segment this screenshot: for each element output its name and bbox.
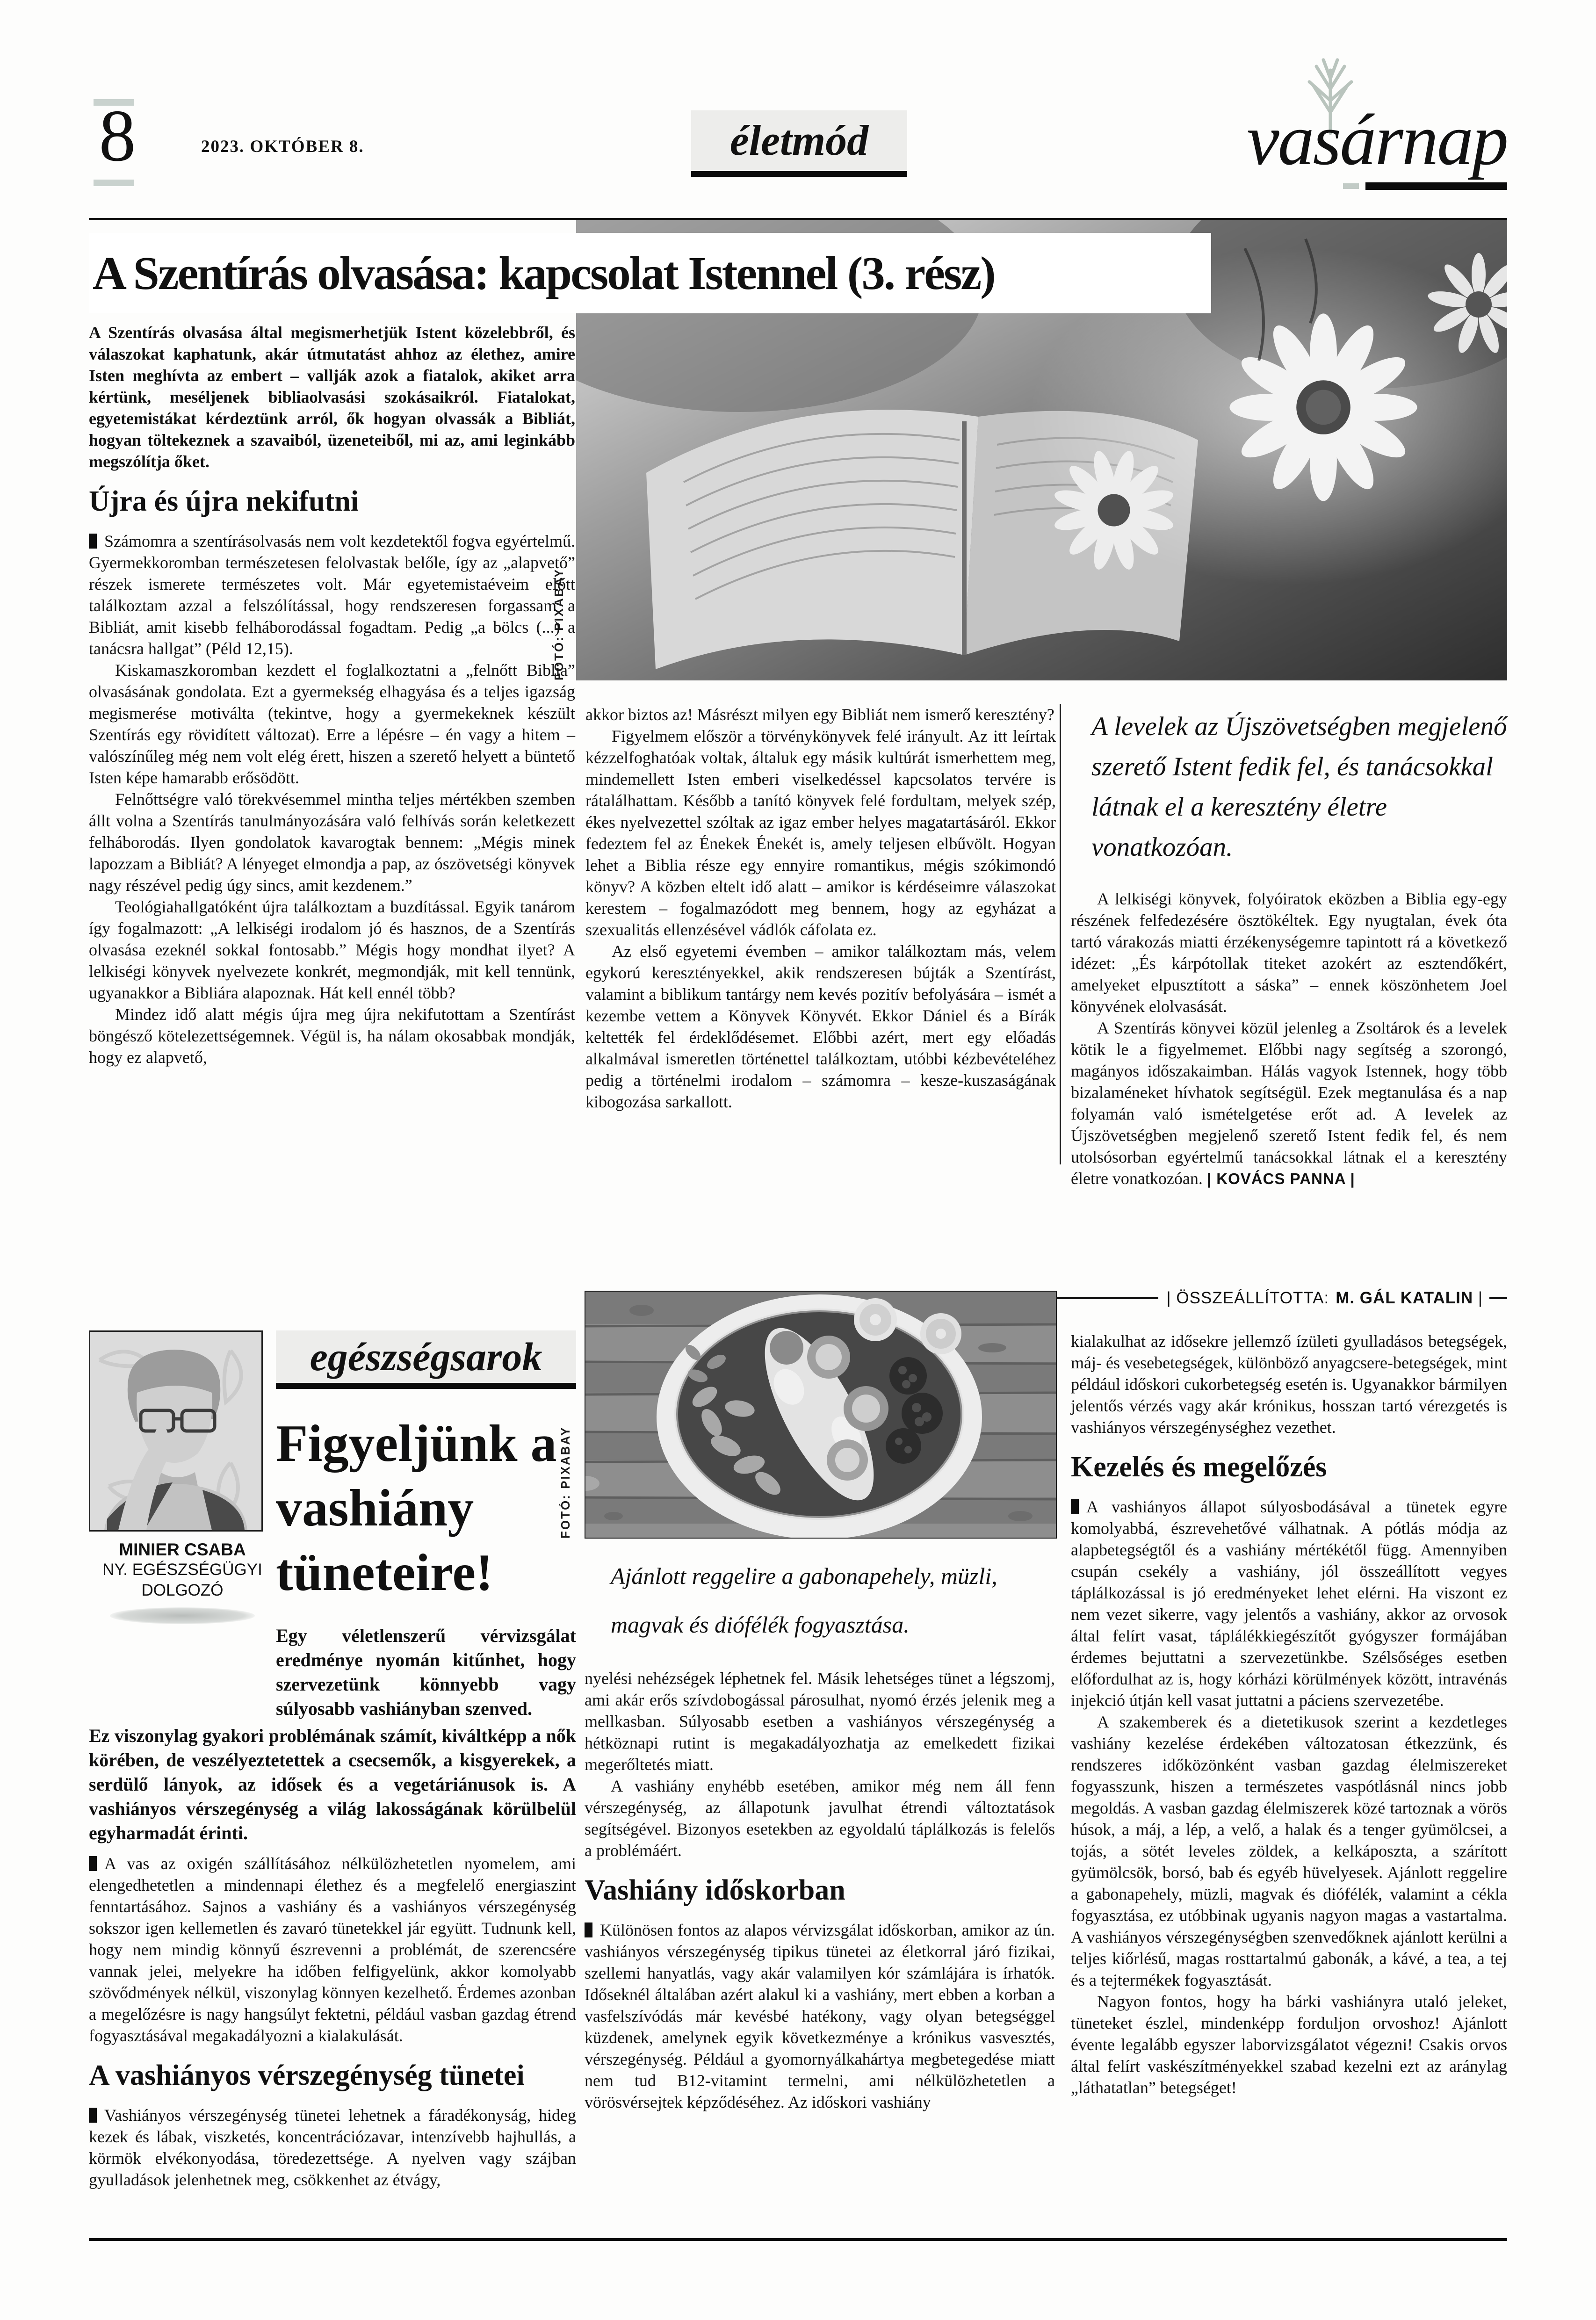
page-bottom-rule — [89, 2238, 1507, 2241]
paragraph: kialakulhat az idősekre jellemző ízületi gyulladásos betegségek, máj- és vesebetegségek, különböző anyagcsere-betegségek, mint például időskori cukorbetegség esetén is. Ugyanakkor bármilyen jelentős vérzés vagy akár krónikus, hosszan tartó vérezgetés is vashiányos vérszegénységhez vezethet. — [1071, 1332, 1507, 1437]
author-byline: | KOVÁCS PANNA | — [1207, 1170, 1355, 1187]
publication-date: 2023. OKTÓBER 8. — [201, 137, 364, 156]
paragraph: Figyelmem először a törvénykönyvek felé irányult. Az itt leírtak kézzelfoghatóak voltak, általuk egy másik kultúrát ismerhettem meg, mindemellett Isten emberi viselkedéssel kapcsolatos tervére is rátalálhattam. Később a tanító könyvek felé fordultam, melyek szép, ékes nyelvezettel szóltak az igaz ember helyes magatartásáról. Ekkor fedeztem fel az Énekek Énekét is, amely teljesen elbűvölt. Hogyan lehet a Biblia része egy ennyire romantikus, mégis szókimondó könyv? A közben eltelt idő alatt – amikor is kérdéseimre válaszokat kerestem – fogalmazódott meg bennem, hogy az egyházat a szexualitás ellenzésével vádlók cáfolata ez. — [585, 727, 1056, 939]
paragraph-text: A vas az oxigén szállításához nélkülözhetetlen nyomelem, ami elengedhetetlen a mindennapi élethez és a megfelelő energiaszint fenntartásához. Sajnos a vashiány és a vashiányos vérszegénység sokszor igen kellemetlen és zavaró tünetekkel jár együtt. Tudnunk kell, hogy nem mindig könnyű észrevenni a problémát, de szerencsére vannak jelei, melyekre ha időben felfigyelünk, akkor komolyabb szövődmények nélkül, viszonylag könnyen kezelhető. Érdemes azonban a megelőzésre is nagy hangsúlyt fektetni, például vasban gazdag étrend fogyasztásával megakadályozni a kialakulását. — [89, 1854, 576, 2045]
religion-column-2 — [585, 704, 1056, 1113]
paragraph: A szakemberek és a dietetikusok szerint a kezdetleges vashiány kezelése érdekében változatosan étkezzünk, és rendszeres időközönként vasban gazdag élelmiszereket fogyasszunk, hiszen a természetes vaspótlásnál nincs jobb megoldás. A vasban gazdag élelmiszerek közé tartoznak a vörös húsok, a máj, a lép, a velő, a halak és a tenger gyümölcsei, a tojás, a sötét leveles zöldek, a kelkáposzta, a szárított gyümölcsök, borsó, bab és egyéb hüvelyesek. Ajánlott reggelire a gabonapehely, müzli, magvak és diófélék, valamint a cékla fogyasztása, ez utóbbinak ugyanis nagyon magas a vastartalma. A vashiányos vérszegénységben szenvedőknek ajánlott kerülni a teljes kiőrlésű, magas rosttartalmú gabonák, a kávé, a tea, a tej és a tejtermékek fogyasztását. — [1071, 1713, 1507, 1989]
paragraph — [89, 2104, 576, 2190]
paragraph: A lelkiségi könyvek, folyóiratok eközben a Biblia egy-egy részének felfedezésére ösztökéltek. Egy nyugtalan, évek óta tartó várakozás miatti érzékenységemre tapintott rá a következő idézet: „És kárpótollak titeket azokért az esztendőkért, amelyeket elpusztított a sáska” – ennek köszönhetem Joel könyvének elolvasását. — [1071, 889, 1507, 1016]
paragraph: Nagyon fontos, hogy ha bárki vashiányra utaló jeleket, tüneteket észlel, mindenképp forduljon orvoshoz! Ajánlott évente legalább egyszer laborvizsgálatot végezni! Csakis orvos által felírt vaskészítményekkel szabad kezelni ezt az aránylag „láthatatlan” betegséget! — [1071, 1992, 1507, 2097]
health-section-label: egészségsarok — [310, 1334, 542, 1379]
portrait-shadow — [110, 1607, 255, 1624]
compiled-label: | ÖSSZEÁLLÍTOTTA: — [1167, 1289, 1329, 1308]
paragraph-text: Számomra a szentírásolvasás nem volt kezdetektől fogva egyértelmű. Gyermekkoromban természetesen felolvastak belőle, így az „alapvető” részek ismerete természetes volt. Már egyetemistaéveim előtt találkoztam azzal a felszólítással, hogy rendszeresen forgassam a Bibliát, amit kisebb felháborodással fogadtam. Pedig „a bölcs (...) a tanácsra hallgat” (Péld 12,15). — [89, 532, 575, 658]
paragraph: Felnőttségre való törekvésemmel mintha teljes mértékben szemben állt volna a Szentírás tanulmányozására való felhívás során keletkezett felháborodás. Ilyen gondolatok kavarogtak bennem: „Mégis minek lapozzam a Bibliát? A lényeget elmondja a pap, az ószövetségi könyvek nagy részével pedig úgy sincs, amit kezdenem.” — [89, 790, 575, 895]
pull-quote: A levelek az Újszövetségben megjelenő szerető Istent fedik fel, és tanácsokkal látnak el a keresztény életre vonatkozóan. — [1091, 712, 1507, 862]
portrait-cell — [89, 1330, 276, 1721]
paragraph-marker — [89, 1856, 97, 1871]
paragraph: Az első egyetemi évemben – amikor találkoztam más, velem egykorú keresztényekkel, akik rendszeresen bújták a Szentírást, valamint a biblikum tantárgy nem kevés pozitív befolyására – ismét a kezembe vettem a Könyvek Könyvét. Ekkor Dániel és a Bírák keltették fel érdeklődésemet. Előbbi azért, mert egy előadás alkalmával ismeretlen történettel találkoztam, utóbbi kézbevételéhez pedig a történelmi irodalom – számomra – kesze-kuszaságának kibogozása sarkallott. — [585, 942, 1056, 1111]
paragraph-marker — [89, 2108, 97, 2123]
paragraph — [585, 1919, 1055, 2113]
column-rule — [1060, 704, 1061, 1164]
paragraph — [89, 1853, 576, 2046]
masthead-underline — [1365, 182, 1507, 190]
health-header-cell — [276, 1330, 576, 1721]
compiled-by-name: M. GÁL KATALIN | — [1336, 1289, 1483, 1308]
portrait-name: MINIER CSABA — [119, 1540, 246, 1559]
paragraph — [89, 530, 575, 659]
paragraph-text: A vashiányos állapot súlyosbodásával a tünetek egyre komolyabbá, észrevehetővé válhatnak. A pótlás módja az alapbetegségtől és a vashiány mértékétől függ. Amennyiben csupán csekély a vashiány, jól összeállított vegyes táplálkozással is jó eredményeket lehet elérni. Ha viszont ez nem vezet sikerre, vagy jelentős a vashiány, akkor az orvosok által felírt vasat, táplálékkiegészítőt gyógyszer formájában érdemes bejuttatni a szervezetünkbe. Szélsőséges esetben előfordulhat az is, hogy kórházi körülmények között, intravénás injekció útján kell vasat juttatni a páciens szervezetébe. — [1071, 1497, 1507, 1710]
section-banner — [691, 110, 907, 170]
health-subhead-2: Vashiány időskorban — [585, 1874, 845, 1906]
health-left-column — [89, 1330, 576, 2190]
paragraph: akkor biztos az! Másrészt milyen egy Bibliát nem ismerő keresztény? — [585, 705, 1054, 724]
portrait-role-line1: NY. EGÉSZSÉGÜGYI — [102, 1561, 262, 1579]
paragraph-text: Különösen fontos az alapos vérvizsgálat időskorban, amikor az ún. vashiányos vérszegénység tipikus tünetei az életkorral járó fizikai, szellemi hanyatlás, vagy akár valamilyen kór számlájára is írhatók. Időseknél általában azért alakul ki a vashiány, mert ebben a korban a vasfelszívódás már kevésbé hatékony, vagy olyan betegséggel küzdenek, amelynek egyik következménye a krónikus vasvesztés, vérszegénység. Például a gyomornyálkahártya megbetegedése miatt nem tud B12-vitamint termelni, ami nélkülözhetetlen a vörösvérsejtek képződéséhez. Az időskori vashiány — [585, 1921, 1055, 2111]
paragraph: Teológiahallgatóként újra találkoztam a buzdítással. Egyik tanárom így fogalmazott: „A lelkiségi irodalom jó és hasznos, de a Szentírás olvasása ezeknél sokkal fontosabb.” Mégis hogy mondhat ilyet? A lelkiségi könyvek nyelvezete konkrét, megmondják, mit kell tennünk, ugyanakkor a Bibliára alapoznak. Hát kell ennél több? — [89, 897, 575, 1002]
paragraph-marker — [1071, 1499, 1079, 1514]
masthead-title: vasárnap — [1247, 99, 1507, 180]
bowl-photo-caption: Ajánlott reggelire a gabonapehely, müzli, magvak és diófélék fogyasztása. — [611, 1563, 997, 1638]
paragraph-text: Vashiányos vérszegénység tünetei lehetnek a fáradékonyság, hideg kezek és lábak, viszketés, koncentrációzavar, intenzívebb hajhullás, a körmök elvékonyodása, töredezettsége. A nyelven vagy szájban gyulladások jelenhetnek meg, csökkenhet az étvágy, — [89, 2106, 576, 2189]
portrait-photo — [89, 1330, 263, 1532]
health-middle-column — [585, 1291, 1055, 2113]
article-headline: A Szentírás olvasása: kapcsolat Istennel (3. rész) — [93, 247, 995, 299]
health-subhead-1: A vashiányos vérszegénység tünetei — [89, 2060, 525, 2091]
paragraph-marker — [585, 1922, 592, 1937]
health-intro-continued: Ez viszonylag gyakori problémának számít, kiváltképp a nők körében, de veszélyeztetettek a csecsemők, a kisgyerekek, a serdülő lányok, az idősek és a vegetáriánusok is. A vashiányos vérszegénység a világ lakosságának körülbelül egyharmadát érinti. — [89, 1725, 576, 1843]
health-subhead-3: Kezelés és megelőzés — [1071, 1451, 1327, 1483]
paragraph-text: A Szentírás könyvei közül jelenleg a Zsoltárok és a levelek kötik le a figyelmemet. Előbbi nagy segítség a szorongó, magányos időszakaimban. Hálás vagyok Istennek, hogy több bizalaméneket hívhatok segítségül. Ezek megtanulása és a nap folyamán való ismételgetése erőt ad. A levelek az Újszövetségben megjelenő szerető Istent fedik fel, és nem utolsósorban egyértelmű tanácsokkal látnak el a keresztény életre vonatkozóan. — [1071, 1019, 1507, 1188]
page-number: 8 — [99, 95, 136, 177]
health-col1-body — [89, 1853, 576, 2190]
compiled-rule-right — [1489, 1297, 1507, 1299]
section-label: életmód — [729, 116, 869, 164]
breakfast-bowl-photo — [585, 1291, 1057, 1539]
religion-subhead: Újra és újra nekifutni — [89, 485, 359, 517]
paragraph: Mindez idő alatt mégis újra meg újra nekifutottam a Szentírást böngésző kötelezettségemnek. Végül is, ha nálam okosabbak mondják, hogy ez alapvető, — [89, 1005, 575, 1067]
health-section-banner — [276, 1330, 576, 1383]
health-right-column — [1071, 1330, 1507, 2098]
masthead-square — [1343, 183, 1359, 189]
health-top-row — [89, 1330, 576, 1721]
health-col2-body — [585, 1668, 1055, 2113]
portrait-role-line2: DOLGOZÓ — [141, 1581, 224, 1599]
section-rule — [691, 171, 907, 177]
folio-bar-bottom — [94, 180, 134, 186]
paragraph-marker — [89, 534, 97, 549]
paragraph: A vashiány enyhébb esetében, amikor még nem áll fenn vérszegénység, az állapotunk javulhat étrendi változtatások segítségével. Bizonyos esetekben az egyoldalú táplálkozás is felelős a problémáért. — [585, 1777, 1055, 1860]
religion-column-1 — [89, 322, 575, 1068]
photo-credit-book: FOTÓ: PIXABAY — [552, 568, 566, 680]
photo-credit-bowl: FOTÓ: PIXABAY — [558, 1426, 572, 1539]
portrait-caption — [89, 1540, 276, 1601]
health-section-rule — [276, 1383, 576, 1389]
health-headline: Figyeljünk a vashiány tüneteire! — [276, 1415, 557, 1602]
paragraph: nyelési nehézségek léphetnek fel. Másik lehetséges tünet a légszomj, ami akár erős szívdobogással párosulhat, nyomó érzés jelenik meg a mellkasban. Súlyosabb esetben a vashiányos vérszegénység a hétköznapi rutint is megakadályozhatja az emelkedett fizikai megerőltetés miatt. — [585, 1669, 1055, 1774]
paragraph — [1071, 1017, 1507, 1190]
headline-band — [89, 233, 1211, 313]
article-lead: A Szentírás olvasása által megismerhetjük Istent közelebbről, és válaszokat kaphatunk, akár útmutatást ahhoz az élethez, amire Isten meghívta az embert – vallják azok a fiatalok, akiket arra kértünk, meséljenek bibliaolvasási szokásaikról. Fiatalokat, egyetemistákat kérdeztünk arról, ők hogyan olvassák a Bibliát, hogyan töltekeznek a szavaiból, üzeneteiből, mi az, ami leginkább megszólítja őket. — [89, 323, 575, 471]
paragraph — [1071, 1496, 1507, 1711]
religion-column-3 — [1071, 704, 1507, 1190]
paragraph: Kiskamaszkoromban kezdett el foglalkoztatni a „felnőtt Biblia” olvasásának gondolata. Ezt a gyermekség elhagyása és a teljes igazság megismerése motiválta (tekintve, hogy a gyermekeknek készült Szentírás egy rövidített változat). Erre a lépésre – én vagy a hitem – valószínűleg még nem volt elég érett, hiszen a szerető helyett a büntető Isten képe hamarabb erősödött. — [89, 661, 575, 787]
health-intro: Egy véletlenszerű vérvizsgálat eredménye nyomán kitűnhet, hogy szervezetünk könnyebb vagy súlyosabb vashiányban szenved. — [276, 1625, 576, 1719]
